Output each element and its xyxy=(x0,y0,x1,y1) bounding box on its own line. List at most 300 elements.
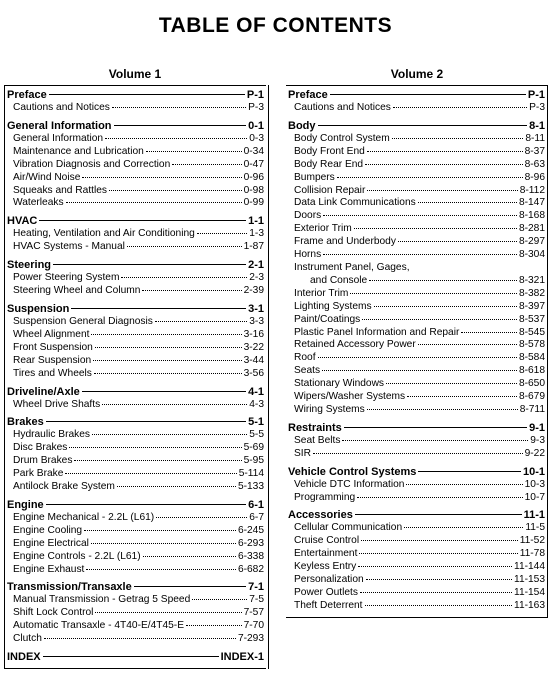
entry-page: 5-5 xyxy=(249,429,264,441)
section-heading[interactable] xyxy=(7,580,264,594)
section-heading[interactable] xyxy=(7,119,264,133)
volume-2-frame xyxy=(286,85,548,618)
entry-page: 8-281 xyxy=(518,223,545,235)
leader-dots xyxy=(44,638,236,639)
entry-label: Collision Repair xyxy=(294,184,366,196)
toc-entry[interactable] xyxy=(7,525,264,538)
leader-dots xyxy=(365,164,523,165)
section-title: Driveline/Axle xyxy=(7,385,80,398)
entry-label: Rear Suspension xyxy=(13,354,92,366)
entry-label: SIR xyxy=(294,447,311,459)
entry-page: 3-44 xyxy=(243,354,264,366)
entry-page: 11-153 xyxy=(514,574,545,586)
toc-entry[interactable] xyxy=(288,404,545,417)
toc-section xyxy=(5,385,266,414)
entry-page: 9-3 xyxy=(530,434,545,446)
toc-entry[interactable] xyxy=(288,301,545,314)
toc-section xyxy=(286,465,547,507)
entry-label: General Information xyxy=(13,132,104,144)
toc-entry[interactable] xyxy=(7,146,264,159)
leader-dots xyxy=(367,190,517,191)
leader-dots xyxy=(418,344,517,345)
toc-entry[interactable] xyxy=(7,538,264,551)
entry-page: 6-245 xyxy=(237,524,264,536)
section-heading[interactable] xyxy=(7,415,264,429)
leader-dots xyxy=(350,293,517,294)
entry-page: 1-87 xyxy=(243,241,264,253)
toc-entry[interactable] xyxy=(288,535,545,548)
leader-dots xyxy=(94,373,242,374)
toc-entry[interactable] xyxy=(7,429,264,442)
toc-entry[interactable] xyxy=(288,275,545,288)
entry-label: Heating, Ventilation and Air Conditioning xyxy=(13,228,195,240)
section-title: INDEX xyxy=(7,651,41,664)
section-heading[interactable] xyxy=(7,385,264,399)
entry-page: 6-338 xyxy=(237,550,264,562)
leader-dots xyxy=(197,233,247,234)
toc-entry[interactable] xyxy=(288,159,545,172)
entry-label: Power Outlets xyxy=(294,587,358,598)
section-page: 11-1 xyxy=(523,509,545,522)
toc-entry[interactable] xyxy=(7,481,264,494)
entry-label: Wipers/Washer Systems xyxy=(294,391,406,403)
section-heading[interactable] xyxy=(7,498,264,512)
leader-dots xyxy=(322,370,517,371)
section-heading[interactable] xyxy=(288,119,545,133)
entry-label: Bumpers xyxy=(294,171,335,183)
section-title: Transmission/Transaxle xyxy=(7,581,132,594)
toc-entry[interactable] xyxy=(7,442,264,455)
entry-label: Body Rear End xyxy=(294,158,364,170)
leader-line xyxy=(418,471,521,472)
entry-page: 7-293 xyxy=(237,633,264,645)
leader-dots xyxy=(367,409,518,410)
leader-dots xyxy=(91,334,241,335)
toc-entry[interactable] xyxy=(7,272,264,285)
leader-dots xyxy=(105,138,247,139)
entry-page: 9-22 xyxy=(524,447,545,459)
leader-dots xyxy=(186,625,242,626)
entry-label: Waterleaks xyxy=(13,197,64,209)
entry-page: 8-711 xyxy=(519,403,545,415)
entry-label: Engine Mechanical - 2.2L (L61) xyxy=(13,511,155,523)
leader-dots xyxy=(121,277,247,278)
entry-label: Personalization xyxy=(294,574,364,586)
leader-dots xyxy=(109,190,242,191)
toc-entry[interactable] xyxy=(288,223,545,236)
entry-page: 6-7 xyxy=(249,511,264,523)
entry-page: 3-16 xyxy=(243,328,264,340)
leader-dots xyxy=(404,527,523,528)
toc-entry[interactable] xyxy=(7,172,264,185)
volume-label: Volume 2 xyxy=(390,67,444,81)
toc-entry[interactable] xyxy=(288,185,545,198)
entry-page: 0-3 xyxy=(249,132,264,144)
toc-section xyxy=(5,119,266,212)
toc-entry[interactable] xyxy=(288,172,545,185)
section-heading[interactable] xyxy=(288,508,545,522)
toc-section xyxy=(286,421,547,463)
entry-page: 7-70 xyxy=(243,620,264,632)
entry-label: Entertainment xyxy=(294,548,358,560)
entry-label: Disc Brakes xyxy=(13,442,68,454)
leader-dots xyxy=(65,473,236,474)
entry-label: Vehicle DTC Information xyxy=(294,478,405,490)
entry-page: 3-22 xyxy=(243,341,264,353)
leader-dots xyxy=(95,347,242,348)
entry-page: 2-3 xyxy=(249,272,264,284)
entry-page: 8-297 xyxy=(518,236,545,248)
toc-entry[interactable] xyxy=(288,236,545,249)
section-heading[interactable] xyxy=(7,258,264,272)
toc-entry[interactable] xyxy=(7,594,264,607)
entry-label: Seats xyxy=(294,365,321,377)
entry-label: Shift Lock Control xyxy=(13,607,94,619)
entry-page: 10-7 xyxy=(524,491,545,503)
leader-line xyxy=(344,427,527,428)
leader-dots xyxy=(86,569,236,570)
leader-dots xyxy=(143,556,236,557)
leader-dots xyxy=(418,202,517,203)
entry-page: 11-52 xyxy=(519,535,545,547)
volume-2-column xyxy=(286,66,548,618)
toc-entry[interactable] xyxy=(288,339,545,352)
section-title: Preface xyxy=(288,89,328,101)
toc-entry[interactable] xyxy=(288,448,545,461)
toc-entry[interactable] xyxy=(288,522,545,535)
volume-1-column xyxy=(4,66,266,669)
entry-page: 8-63 xyxy=(524,158,545,170)
entry-label: Theft Deterrent xyxy=(294,599,363,611)
entry-label: Automatic Transaxle - 4T40-E/4T45-E xyxy=(13,620,184,632)
toc-section xyxy=(5,88,266,117)
entry-label: Plastic Panel Information and Repair xyxy=(294,326,460,338)
entry-page: 0-99 xyxy=(243,197,264,209)
entry-page: 6-293 xyxy=(237,537,264,549)
toc-section xyxy=(286,119,547,419)
leader-dots xyxy=(406,484,522,485)
leader-line xyxy=(46,421,246,422)
section-page: 2-1 xyxy=(248,259,264,272)
leader-dots xyxy=(323,254,517,255)
entry-label: Interior Trim xyxy=(294,287,349,299)
section-title: HVAC xyxy=(7,215,38,228)
toc-entry[interactable] xyxy=(288,314,545,327)
toc-entry[interactable] xyxy=(288,249,545,262)
toc-entry[interactable] xyxy=(288,288,545,301)
section-page: P-1 xyxy=(246,89,264,101)
toc-section xyxy=(286,508,547,614)
section-page: 4-1 xyxy=(248,385,264,398)
toc-entry[interactable] xyxy=(288,492,545,505)
entry-label: Retained Accessory Power xyxy=(294,339,416,351)
toc-section xyxy=(5,258,266,300)
entry-label: Squeaks and Rattles xyxy=(13,184,108,196)
entry-page: 8-537 xyxy=(518,313,545,325)
toc-entry[interactable] xyxy=(7,564,264,577)
section-heading[interactable] xyxy=(7,650,264,664)
toc-entry[interactable] xyxy=(7,512,264,525)
entry-page: 8-321 xyxy=(518,274,545,286)
toc-entry[interactable] xyxy=(7,197,264,210)
toc-entry[interactable] xyxy=(7,620,264,633)
leader-dots xyxy=(342,440,528,441)
entry-page: 11-163 xyxy=(514,599,545,611)
section-title: Preface xyxy=(7,89,47,101)
entry-label: Programming xyxy=(294,491,356,503)
leader-line xyxy=(318,125,528,126)
leader-dots xyxy=(155,321,247,322)
entry-label: Lighting Systems xyxy=(294,300,372,312)
toc-section xyxy=(5,580,266,648)
toc-entry[interactable] xyxy=(7,159,264,172)
toc-entry[interactable] xyxy=(288,548,545,561)
entry-page: 7-5 xyxy=(249,594,264,606)
toc-entry[interactable] xyxy=(288,352,545,365)
entry-page: P-3 xyxy=(529,102,545,113)
section-heading[interactable] xyxy=(7,302,264,316)
entry-page: 7-57 xyxy=(243,607,264,619)
toc-section xyxy=(5,214,266,256)
leader-line xyxy=(134,586,246,587)
entry-label: Manual Transmission - Getrag 5 Speed xyxy=(13,594,191,606)
leader-dots xyxy=(357,497,522,498)
toc-entry[interactable] xyxy=(7,607,264,620)
entry-label: HVAC Systems - Manual xyxy=(13,241,125,253)
toc-entry[interactable] xyxy=(7,399,264,412)
entry-label: Cautions and Notices xyxy=(294,102,391,113)
leader-dots xyxy=(92,434,247,435)
entry-page: 11-78 xyxy=(519,548,545,560)
leader-dots xyxy=(398,241,517,242)
leader-dots xyxy=(361,540,518,541)
section-title: Restraints xyxy=(288,421,342,434)
leader-dots xyxy=(365,605,513,606)
toc-entry[interactable] xyxy=(7,316,264,329)
entry-page: 1-3 xyxy=(249,228,264,240)
section-heading[interactable] xyxy=(7,214,264,228)
entry-label: Cellular Communication xyxy=(294,522,403,534)
entry-page: 8-11 xyxy=(525,132,545,144)
entry-label: Drum Brakes xyxy=(13,455,73,467)
section-title: Steering xyxy=(7,259,52,272)
entry-label: Tires and Wheels xyxy=(13,367,92,379)
toc-entry[interactable] xyxy=(288,479,545,492)
toc-entry[interactable] xyxy=(7,185,264,198)
toc-entry[interactable] xyxy=(288,210,545,223)
toc-entry[interactable] xyxy=(7,285,264,298)
entry-page: 5-95 xyxy=(243,455,264,467)
volume-label: Volume 1 xyxy=(108,67,162,81)
leader-line xyxy=(330,94,526,95)
entry-label: Antilock Brake System xyxy=(13,481,115,493)
leader-dots xyxy=(386,383,517,384)
entry-page: 11-144 xyxy=(514,561,545,573)
leader-line xyxy=(82,391,246,392)
leader-dots xyxy=(367,151,523,152)
entry-label: Paint/Coatings xyxy=(294,313,361,325)
toc-entry[interactable] xyxy=(7,228,264,241)
leader-dots xyxy=(407,396,517,397)
toc-entry[interactable] xyxy=(7,342,264,355)
toc-entry[interactable] xyxy=(7,551,264,564)
section-title: Accessories xyxy=(288,509,353,522)
entry-label: Park Brake xyxy=(13,468,64,480)
entry-page: 4-3 xyxy=(249,398,264,410)
section-page: 9-1 xyxy=(529,421,545,434)
leader-line xyxy=(53,264,246,265)
leader-dots xyxy=(102,404,247,405)
entry-page: 8-304 xyxy=(518,249,545,261)
toc-entry[interactable] xyxy=(7,133,264,146)
toc-entry[interactable] xyxy=(288,391,545,404)
section-heading[interactable] xyxy=(288,421,545,435)
page-title: TABLE OF CONTENTS xyxy=(158,14,393,37)
entry-label: Steering Wheel and Column xyxy=(13,285,141,297)
toc-entry[interactable] xyxy=(288,435,545,448)
leader-dots xyxy=(74,460,241,461)
toc-entry[interactable] xyxy=(288,146,545,159)
leader-dots xyxy=(66,202,242,203)
toc-entry[interactable] xyxy=(288,133,545,146)
toc-entry[interactable] xyxy=(7,355,264,368)
entry-label: Vibration Diagnosis and Correction xyxy=(13,158,171,170)
section-page: 1-1 xyxy=(248,215,264,228)
entry-label: Air/Wind Noise xyxy=(13,171,81,183)
leader-dots xyxy=(127,246,242,247)
toc-entry[interactable] xyxy=(288,327,545,340)
toc-entry[interactable] xyxy=(7,102,264,115)
entry-page: 8-397 xyxy=(518,300,545,312)
leader-line xyxy=(46,504,246,505)
toc-entry[interactable] xyxy=(7,241,264,254)
section-page: 0-1 xyxy=(248,119,264,132)
entry-page: 8-168 xyxy=(518,210,545,222)
section-page: 7-1 xyxy=(248,581,264,594)
leader-dots xyxy=(359,553,517,554)
section-page: 10-1 xyxy=(522,465,545,478)
leader-line xyxy=(114,125,247,126)
toc-entry-line[interactable] xyxy=(288,262,545,275)
toc-entry[interactable] xyxy=(7,455,264,468)
entry-page: 11-5 xyxy=(525,522,545,534)
entry-page: 3-3 xyxy=(249,315,264,327)
entry-page: 3-56 xyxy=(243,367,264,379)
toc-entry[interactable] xyxy=(288,587,545,600)
leader-dots xyxy=(392,138,524,139)
toc-section xyxy=(5,498,266,579)
toc-entry[interactable] xyxy=(288,561,545,574)
entry-page: 8-578 xyxy=(518,339,545,351)
leader-dots xyxy=(93,360,241,361)
entry-page: 5-133 xyxy=(237,481,264,493)
section-heading[interactable] xyxy=(288,88,545,102)
leader-dots xyxy=(91,543,236,544)
section-title: Suspension xyxy=(7,302,70,315)
leader-dots xyxy=(146,151,242,152)
leader-line xyxy=(49,94,245,95)
entry-page: 8-584 xyxy=(518,352,545,364)
entry-page: 8-37 xyxy=(524,145,545,157)
leader-dots xyxy=(461,332,517,333)
toc-entry[interactable] xyxy=(7,468,264,481)
entry-page: 0-47 xyxy=(243,158,264,170)
entry-label: Body Control System xyxy=(294,132,390,144)
entry-label: Front Suspension xyxy=(13,341,93,353)
toc-entry[interactable] xyxy=(288,600,545,613)
section-title: Body xyxy=(288,119,316,132)
leader-dots xyxy=(142,290,241,291)
entry-page: 0-96 xyxy=(243,171,264,183)
section-title: Vehicle Control Systems xyxy=(288,465,417,478)
entry-page: 8-679 xyxy=(518,391,545,403)
entry-page: 8-112 xyxy=(519,184,545,196)
entry-label: Engine Exhaust xyxy=(13,563,85,575)
section-title: Brakes xyxy=(7,416,44,429)
toc-entry[interactable] xyxy=(7,633,264,646)
section-title: General Information xyxy=(7,119,112,132)
entry-label: Suspension General Diagnosis xyxy=(13,315,153,327)
leader-dots xyxy=(318,357,517,358)
entry-label: Instrument Panel, Gages, xyxy=(294,261,410,273)
entry-label: Horns xyxy=(294,249,322,261)
volume-1-frame xyxy=(4,85,266,669)
entry-page: 8-618 xyxy=(518,365,545,377)
leader-dots xyxy=(117,486,236,487)
entry-page: 6-682 xyxy=(237,563,264,575)
entry-page: 8-382 xyxy=(518,287,545,299)
entry-page: 5-114 xyxy=(238,468,264,480)
entry-label: Engine Controls - 2.2L (L61) xyxy=(13,550,141,562)
entry-label: Data Link Communications xyxy=(294,197,416,209)
toc-entry[interactable] xyxy=(7,329,264,342)
entry-label: Power Steering System xyxy=(13,272,120,284)
leader-dots xyxy=(323,215,517,216)
entry-page: 5-69 xyxy=(243,442,264,454)
entry-label: Doors xyxy=(294,210,322,222)
toc-entry[interactable] xyxy=(288,365,545,378)
leader-dots xyxy=(369,280,517,281)
section-page: 5-1 xyxy=(248,416,264,429)
entry-label: Clutch xyxy=(13,633,42,645)
toc-section xyxy=(5,650,266,666)
leader-dots xyxy=(337,177,523,178)
leader-line xyxy=(71,308,246,309)
entry-label: Wiring Systems xyxy=(294,403,365,415)
entry-page: 11-154 xyxy=(514,587,545,598)
entry-label: Engine Electrical xyxy=(13,537,89,549)
toc-section xyxy=(5,415,266,496)
entry-label: Wheel Drive Shafts xyxy=(13,398,101,410)
section-heading[interactable] xyxy=(7,88,264,102)
leader-dots xyxy=(358,566,512,567)
leader-dots xyxy=(82,177,241,178)
toc-entry[interactable] xyxy=(7,368,264,381)
toc-entry[interactable] xyxy=(288,197,545,210)
section-heading[interactable] xyxy=(288,465,545,479)
leader-dots xyxy=(393,107,527,108)
leader-dots xyxy=(362,319,517,320)
toc-entry[interactable] xyxy=(288,378,545,391)
entry-label: Seat Belts xyxy=(294,434,341,446)
entry-label: Body Front End xyxy=(294,145,365,157)
leader-line xyxy=(39,220,246,221)
leader-dots xyxy=(95,612,241,613)
entry-page: 2-39 xyxy=(243,285,264,297)
section-page: P-1 xyxy=(527,89,545,101)
toc-entry[interactable] xyxy=(288,102,545,115)
toc-entry[interactable] xyxy=(288,574,545,587)
